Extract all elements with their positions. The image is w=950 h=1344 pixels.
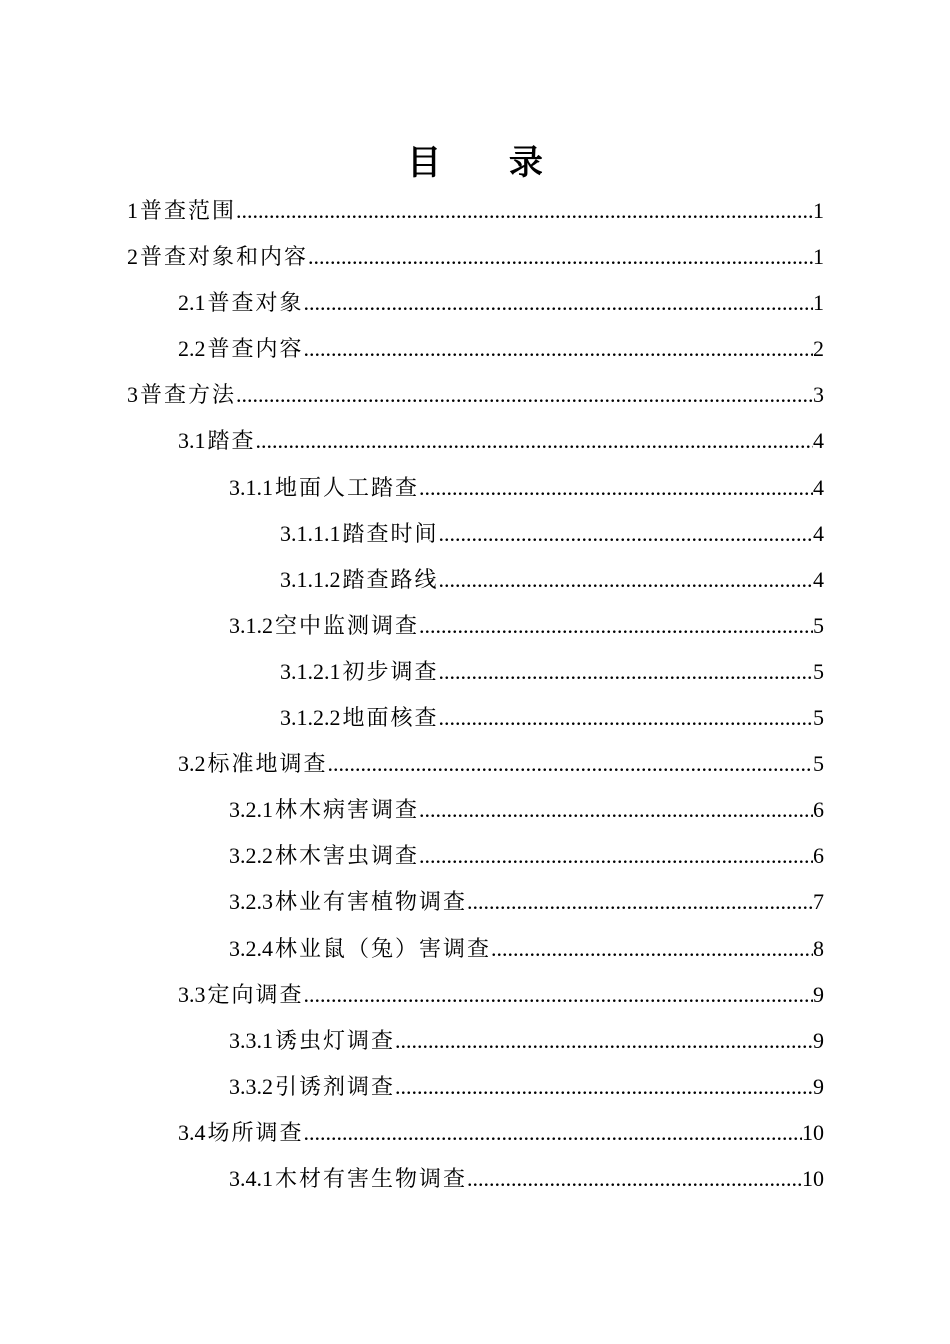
toc-entry-title: 踏查时间 — [342, 521, 439, 547]
toc-dot-leader — [304, 280, 813, 326]
toc-entry[interactable] — [127, 188, 824, 234]
toc-entry[interactable] — [127, 511, 824, 557]
toc-entry-page-number: 4 — [813, 566, 824, 592]
toc-entry[interactable] — [127, 557, 824, 603]
toc-entry-number: 3.1.1 — [229, 474, 273, 500]
toc-entry-number: 3.2.3 — [229, 889, 273, 915]
toc-entry-number: 3.1 — [178, 428, 206, 454]
toc-entry-number: 3 — [127, 382, 138, 408]
toc-entry-number: 3.1.2.1 — [280, 658, 341, 684]
toc-entry-number: 1 — [127, 198, 138, 223]
toc-entry[interactable] — [127, 372, 824, 418]
toc-dot-leader — [328, 741, 813, 787]
toc-entry[interactable] — [127, 879, 824, 925]
toc-entry[interactable] — [127, 326, 824, 372]
toc-entry[interactable] — [127, 234, 824, 280]
toc-entry-number: 2.2 — [178, 336, 206, 362]
toc-entry[interactable] — [127, 465, 824, 511]
toc-entry-number: 3.4.1 — [229, 1165, 273, 1191]
toc-entry-title: 普查对象 — [207, 291, 304, 317]
toc-dot-leader — [256, 418, 813, 464]
toc-dot-leader — [419, 603, 813, 649]
toc-entry-number: 3.2.2 — [229, 843, 273, 869]
toc-dot-leader — [304, 326, 813, 372]
toc-entry-title: 普查方法 — [140, 383, 237, 409]
toc-entry-number: 3.1.2 — [229, 612, 273, 638]
toc-entry-number: 3.3.1 — [229, 1027, 273, 1053]
toc-entry-page-number: 1 — [813, 244, 824, 270]
toc-entry-title: 普查范围 — [140, 199, 237, 224]
toc-entry-page-number: 5 — [813, 751, 824, 777]
toc-entry-title: 引诱剂调查 — [275, 1074, 396, 1100]
toc-entry-title: 标准地调查 — [207, 752, 328, 778]
toc-entry-title: 林木害虫调查 — [275, 844, 420, 870]
toc-dot-leader — [395, 1018, 813, 1064]
toc-entry[interactable] — [127, 695, 824, 741]
toc-entry-page-number: 3 — [813, 382, 824, 408]
toc-entry-number: 3.3 — [178, 981, 206, 1007]
toc-dot-leader — [419, 787, 813, 833]
toc-entry-title: 林木病害调查 — [275, 798, 420, 824]
toc-entry[interactable] — [127, 926, 824, 972]
toc-entry-page-number: 9 — [813, 1027, 824, 1053]
toc-entry-number: 3.1.2.2 — [280, 705, 341, 731]
toc-entry-title: 地面人工踏查 — [275, 475, 420, 501]
toc-dot-leader — [439, 511, 813, 557]
toc-entry-page-number: 4 — [813, 428, 824, 454]
toc-entry-title: 普查对象和内容 — [140, 245, 309, 271]
toc-dot-leader — [419, 833, 813, 879]
toc-dot-leader — [439, 649, 813, 695]
toc-entry-title: 林业鼠（兔）害调查 — [275, 936, 492, 962]
toc-entry-number: 2 — [127, 244, 138, 270]
toc-entry[interactable] — [127, 603, 824, 649]
toc-entry-page-number: 4 — [813, 474, 824, 500]
toc-entry-page-number: 10 — [802, 1119, 824, 1145]
toc-entry[interactable] — [127, 1018, 824, 1064]
toc-entry-page-number: 4 — [813, 520, 824, 546]
toc-dot-leader — [395, 1064, 813, 1110]
toc-dot-leader — [308, 234, 813, 280]
toc-entry-title: 地面核查 — [342, 706, 439, 732]
toc-entry-title: 普查内容 — [207, 337, 304, 363]
toc-entry[interactable] — [127, 280, 824, 326]
toc-entry-title: 木材有害生物调查 — [275, 1166, 468, 1192]
toc-entry-page-number: 6 — [813, 797, 824, 823]
toc-entry-title: 初步调查 — [342, 659, 439, 685]
toc-entry-page-number: 9 — [813, 1073, 824, 1099]
toc-entry-number: 3.1.1.1 — [280, 520, 341, 546]
toc-entry-page-number: 6 — [813, 843, 824, 869]
toc-entry-title: 场所调查 — [207, 1120, 304, 1146]
toc-entry-page-number: 2 — [813, 336, 824, 362]
toc-title: 目 录 — [407, 143, 571, 183]
toc-entry[interactable] — [127, 418, 824, 464]
toc-entry[interactable] — [127, 741, 824, 787]
toc-entry-title: 踏查 — [207, 429, 256, 455]
toc-entry-number: 3.2.4 — [229, 935, 273, 961]
toc-dot-leader — [304, 1110, 802, 1156]
toc-entry[interactable] — [127, 1156, 824, 1202]
toc-dot-leader — [304, 972, 813, 1018]
toc-dot-leader — [491, 926, 813, 972]
toc-entry-page-number: 9 — [813, 981, 824, 1007]
toc-entry-title: 林业有害植物调查 — [275, 890, 468, 916]
toc-entry-number: 3.2 — [178, 751, 206, 777]
toc-entry[interactable] — [127, 972, 824, 1018]
toc-entry-page-number: 10 — [802, 1165, 824, 1191]
toc-entry[interactable] — [127, 649, 824, 695]
toc-dot-leader — [419, 465, 813, 511]
toc-entry-page-number: 5 — [813, 658, 824, 684]
toc-entry-page-number: 7 — [813, 889, 824, 915]
toc-entry-number: 3.1.1.2 — [280, 566, 341, 592]
toc-dot-leader — [439, 557, 813, 603]
toc-entry-page-number: 8 — [813, 935, 824, 961]
toc-dot-leader — [467, 879, 813, 925]
toc-entry-title: 定向调查 — [207, 982, 304, 1008]
toc-entry-page-number: 5 — [813, 612, 824, 638]
toc-entry-page-number: 5 — [813, 705, 824, 731]
toc-entry[interactable] — [127, 833, 824, 879]
toc-dot-leader — [439, 695, 813, 741]
toc-entry-title: 踏查路线 — [342, 567, 439, 593]
toc-entry-number: 3.2.1 — [229, 797, 273, 823]
toc-entry-number: 2.1 — [178, 290, 206, 316]
toc-entry-title: 空中监测调查 — [275, 613, 420, 639]
toc-dot-leader — [467, 1156, 802, 1202]
toc-entry-title: 诱虫灯调查 — [275, 1028, 396, 1054]
toc-entry-number: 3.3.2 — [229, 1073, 273, 1099]
toc-entry[interactable] — [127, 787, 824, 833]
toc-dot-leader — [236, 188, 813, 234]
toc-entry[interactable] — [127, 1064, 824, 1110]
toc-entry[interactable] — [127, 1110, 824, 1156]
toc-entry-number: 3.4 — [178, 1119, 206, 1145]
toc-dot-leader — [236, 372, 813, 418]
toc-entry-page-number: 1 — [813, 290, 824, 316]
toc-list — [127, 188, 824, 1202]
toc-entry-page-number: 1 — [813, 198, 824, 223]
